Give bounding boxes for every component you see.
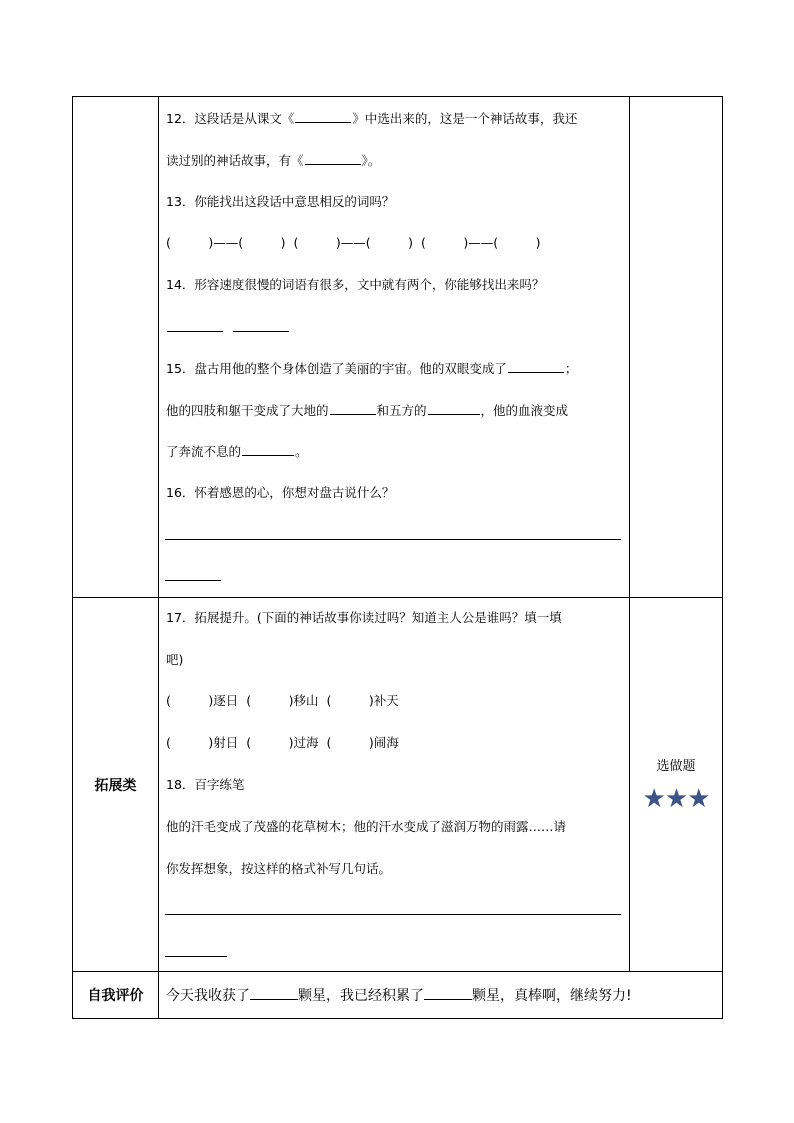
q15-blank-2[interactable] xyxy=(330,402,376,415)
q12-text-a: 12．这段话是从课文《 xyxy=(166,111,295,126)
row-basic-questions xyxy=(73,97,723,598)
myth-blank-6[interactable]: ( )闹海 xyxy=(326,735,399,750)
q15-text-d: 和五方的 xyxy=(376,403,427,418)
myth-blank-2[interactable]: ( )移山 xyxy=(246,693,319,708)
question-14-blanks xyxy=(166,319,290,336)
antonym-pair-3[interactable]: ( )——( ) xyxy=(420,235,541,250)
self-eval-text-b: 颗星，我已经积累了 xyxy=(298,988,424,1004)
row-self-evaluation xyxy=(73,972,723,1019)
antonym-pair-1[interactable]: ( )——( ) xyxy=(166,235,286,250)
q12-blank-2[interactable] xyxy=(305,152,361,165)
question-16: 16．怀着感恩的心，你想对盘古说什么？ xyxy=(166,485,395,500)
note-cell-empty xyxy=(630,97,723,598)
optional-label: 选做题 xyxy=(656,758,696,774)
question-13: 13．你能找出这段话中意思相反的词吗？ xyxy=(166,194,395,209)
extension-questions-cell xyxy=(159,598,630,972)
question-13-pairs xyxy=(166,235,540,251)
question-12-line2 xyxy=(166,152,380,169)
optional-note-cell xyxy=(630,598,723,972)
q15-text-b: ； xyxy=(564,361,578,376)
question-15-line2 xyxy=(166,402,568,419)
q14-blank-2[interactable] xyxy=(233,319,289,332)
q12-text-b: 》中选出来的，这是一个神话故事，我还 xyxy=(352,111,578,126)
question-17-row1 xyxy=(166,693,399,709)
questions-cell xyxy=(159,97,630,598)
question-14: 14．形容速度很慢的词语有很多，文中就有两个，你能够找出来吗？ xyxy=(166,277,545,292)
q15-text-g: 。 xyxy=(295,444,308,459)
question-15-line3 xyxy=(166,443,308,460)
question-17-row2 xyxy=(166,735,399,751)
q15-blank-4[interactable] xyxy=(242,443,294,456)
q12-text-d: 》。 xyxy=(361,153,381,168)
q18-answer-line-1[interactable] xyxy=(165,914,621,915)
q16-answer-line-2[interactable] xyxy=(165,580,221,581)
question-17-line2: 吧) xyxy=(166,652,184,667)
question-18-line1: 他的汗毛变成了茂盛的花草树木；他的汗水变成了滋润万物的雨露……请 xyxy=(166,819,567,834)
question-15-line1 xyxy=(166,360,577,377)
self-evaluation-cell xyxy=(159,972,723,1019)
q15-text-c: 他的四肢和躯干变成了大地的 xyxy=(166,403,329,418)
question-12-line1 xyxy=(166,110,577,127)
q15-text-e: ，他的血液变成 xyxy=(480,403,569,418)
self-eval-blank-2[interactable] xyxy=(424,987,472,1000)
question-18-title: 18．百字练笔 xyxy=(166,777,245,792)
myth-blank-5[interactable]: ( )过海 xyxy=(246,735,319,750)
q15-blank-3[interactable] xyxy=(428,402,480,415)
q12-text-c: 读过别的神话故事，有《 xyxy=(166,153,304,168)
myth-blank-4[interactable]: ( )射日 xyxy=(166,735,239,750)
category-cell-empty xyxy=(73,97,159,598)
q12-blank-1[interactable] xyxy=(295,110,351,123)
q14-blank-1[interactable] xyxy=(167,319,223,332)
q16-answer-line-1[interactable] xyxy=(165,539,621,540)
star-rating-icon: ★★★ xyxy=(642,783,710,814)
row-extension xyxy=(73,598,723,972)
myth-blank-3[interactable]: ( )补天 xyxy=(326,693,399,708)
worksheet-table xyxy=(72,96,723,1019)
category-extension: 拓展类 xyxy=(73,598,159,972)
self-eval-text-c: 颗星，真棒啊，继续努力! xyxy=(472,988,632,1004)
question-18-line2: 你发挥想象，按这样的格式补写几句话。 xyxy=(166,861,392,876)
myth-blank-1[interactable]: ( )逐日 xyxy=(166,693,239,708)
antonym-pair-2[interactable]: ( )——( ) xyxy=(293,235,413,250)
self-eval-text-a: 今天我收获了 xyxy=(166,988,250,1004)
question-17-line1: 17．拓展提升。(下面的神话故事你读过吗？知道主人公是谁吗？填一填 xyxy=(166,610,562,625)
q15-text-a: 15．盘古用他的整个身体创造了美丽的宇宙。他的双眼变成了 xyxy=(166,361,507,376)
q18-answer-line-2[interactable] xyxy=(165,956,227,957)
self-eval-blank-1[interactable] xyxy=(250,987,298,1000)
self-evaluation-text xyxy=(159,985,722,1005)
category-self-evaluation: 自我评价 xyxy=(73,972,159,1019)
q15-blank-1[interactable] xyxy=(508,360,564,373)
q15-text-f: 了奔流不息的 xyxy=(166,444,242,459)
